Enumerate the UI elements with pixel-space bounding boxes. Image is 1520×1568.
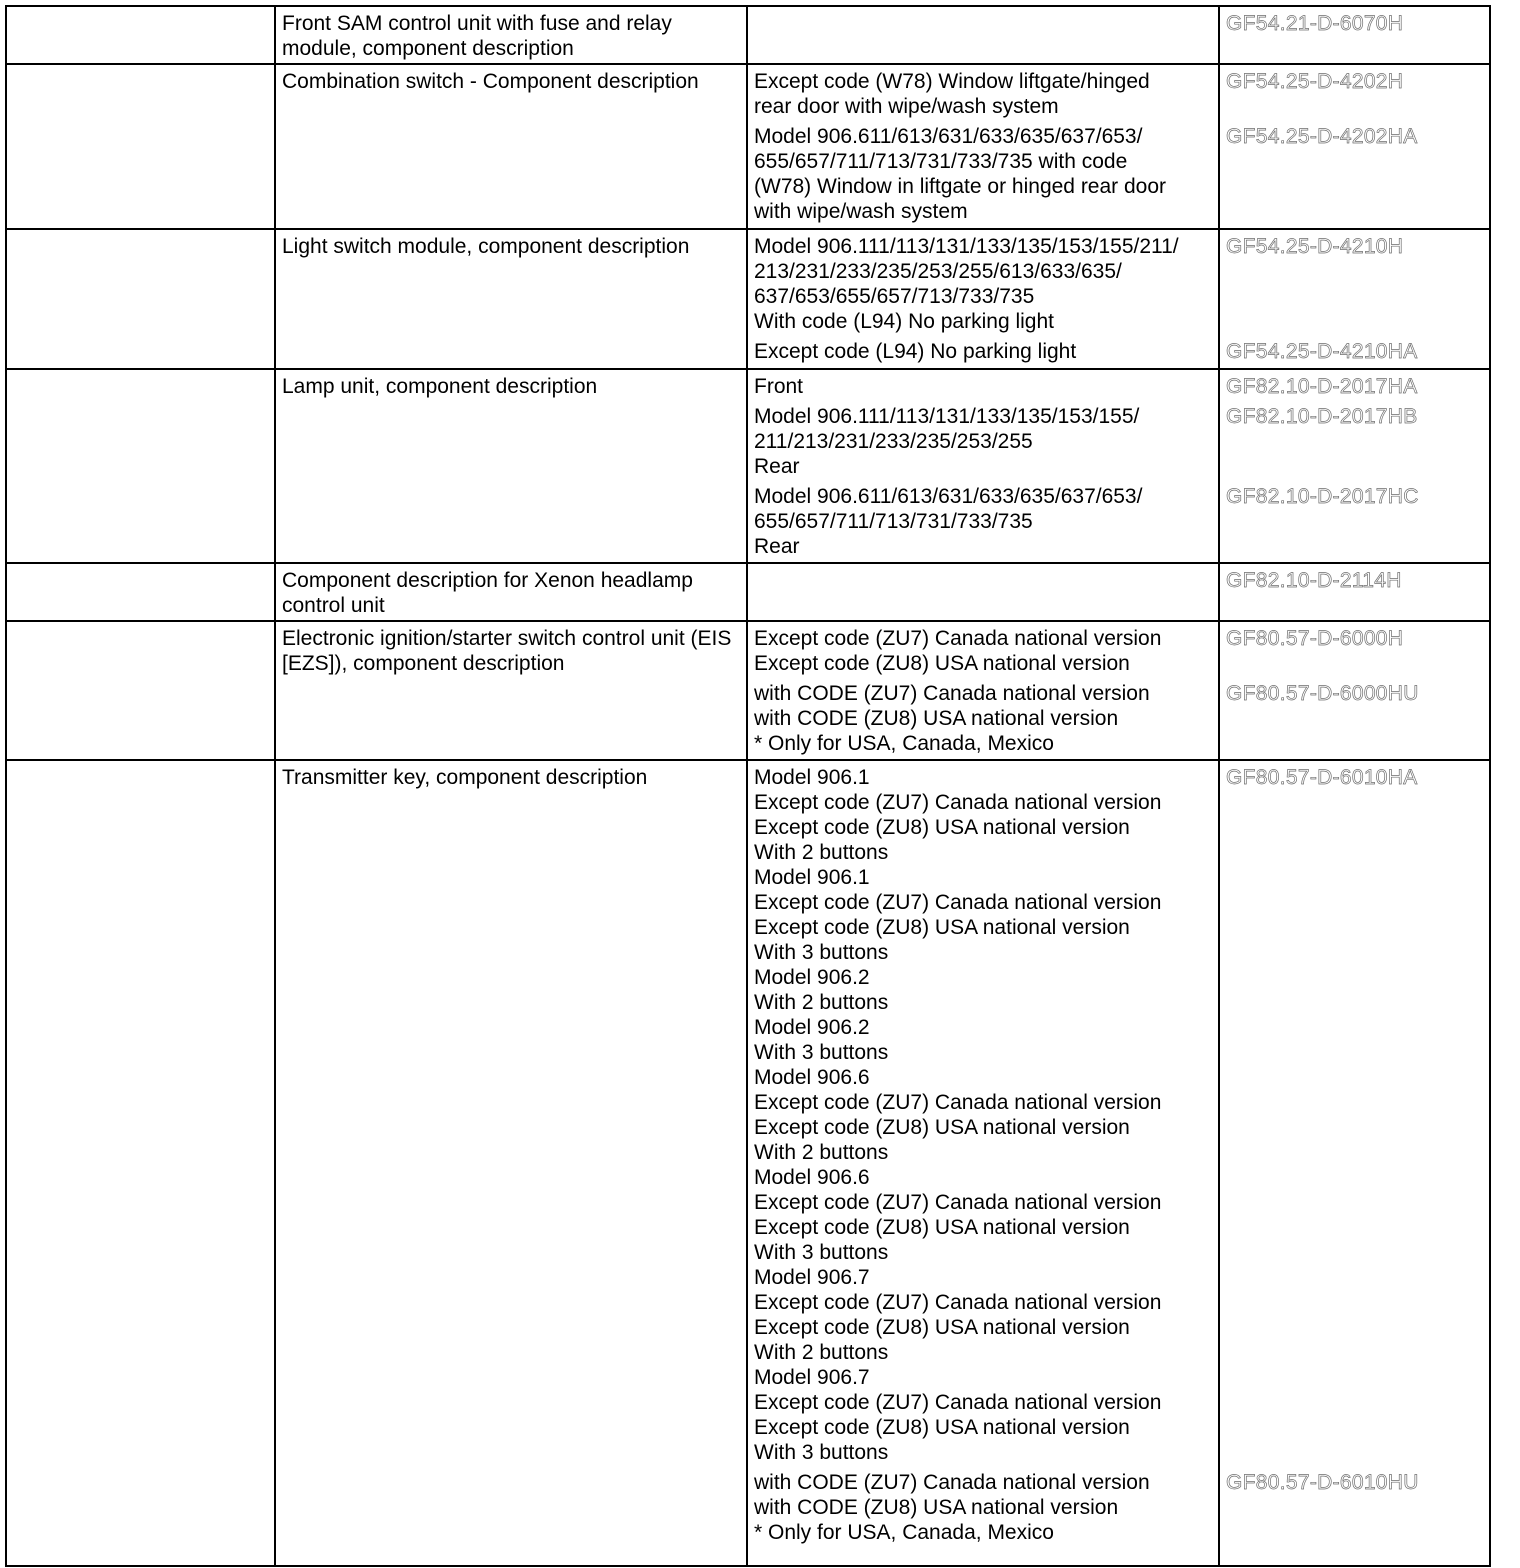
condition-line: 655/657/711/713/731/733/735 with code xyxy=(754,150,1128,173)
condition-line: * Only for USA, Canada, Mexico xyxy=(754,732,1054,755)
component-name: Component description for Xenon headlamp control unit xyxy=(282,569,693,617)
condition-line: Except code (ZU8) USA national version xyxy=(754,1416,1130,1439)
condition-line: With 3 buttons xyxy=(754,1441,889,1464)
condition-line: with wipe/wash system xyxy=(754,200,968,223)
table-row xyxy=(6,6,1490,64)
condition-block xyxy=(754,765,1212,1465)
condition-block xyxy=(754,404,1212,479)
component-cell xyxy=(275,563,747,621)
empty-cell xyxy=(6,369,275,563)
condition-block xyxy=(754,339,1212,364)
condition-line: 213/231/233/235/253/255/613/633/635/ xyxy=(754,260,1122,283)
condition-line: Except code (ZU7) Canada national version xyxy=(754,791,1162,814)
table-row xyxy=(6,229,1490,369)
condition-cell xyxy=(747,369,1219,563)
condition-line: Model 906.1 xyxy=(754,866,870,889)
document-reference-link[interactable]: GF54.25-D-4202HA xyxy=(1226,125,1418,148)
document-reference-link[interactable]: GF80.57-D-6000HU xyxy=(1226,682,1419,705)
document-reference-link[interactable]: GF80.57-D-6000H xyxy=(1226,627,1404,650)
condition-line: Model 906.111/113/131/133/135/153/155/ xyxy=(754,405,1140,428)
condition-line: Except code (ZU7) Canada national version xyxy=(754,627,1162,650)
condition-line: with CODE (ZU8) USA national version xyxy=(754,707,1119,730)
component-cell xyxy=(275,229,747,369)
condition-line: Rear xyxy=(754,535,800,558)
component-cell xyxy=(275,621,747,760)
table-row xyxy=(6,621,1490,760)
component-reference-table xyxy=(5,5,1491,1567)
reference-block xyxy=(1226,11,1483,36)
component-name: Lamp unit, component description xyxy=(282,375,598,398)
component-cell xyxy=(275,369,747,563)
condition-line: Except code (ZU8) USA national version xyxy=(754,652,1130,675)
condition-block xyxy=(754,124,1212,224)
document-reference-link[interactable]: GF82.10-D-2017HC xyxy=(1226,485,1419,508)
condition-cell xyxy=(747,563,1219,621)
table-row xyxy=(6,369,1490,563)
reference-block xyxy=(1226,681,1483,756)
reference-block xyxy=(1226,69,1483,119)
condition-line: Except code (ZU8) USA national version xyxy=(754,1116,1130,1139)
reference-block xyxy=(1226,124,1483,224)
document-reference-link[interactable]: GF82.10-D-2017HA xyxy=(1226,375,1418,398)
condition-cell xyxy=(747,621,1219,760)
condition-line: With 2 buttons xyxy=(754,991,889,1014)
condition-line: with CODE (ZU7) Canada national version xyxy=(754,1471,1150,1494)
condition-line: (W78) Window in liftgate or hinged rear door xyxy=(754,175,1167,198)
condition-block xyxy=(754,234,1212,334)
component-name: Electronic ignition/starter switch control unit (EIS [EZS]), component description xyxy=(282,627,732,675)
empty-cell xyxy=(6,229,275,369)
condition-line: 655/657/711/713/731/733/735 xyxy=(754,510,1033,533)
condition-line: Except code (ZU8) USA national version xyxy=(754,1216,1130,1239)
reference-block xyxy=(1226,374,1483,399)
table-row xyxy=(6,563,1490,621)
condition-line: Model 906.6 xyxy=(754,1066,870,1089)
reference-block xyxy=(1226,234,1483,334)
condition-line: With 2 buttons xyxy=(754,841,889,864)
document-reference-link[interactable]: GF80.57-D-6010HU xyxy=(1226,1471,1419,1494)
empty-cell xyxy=(6,760,275,1566)
condition-line: With 3 buttons xyxy=(754,1041,889,1064)
condition-line: With 3 buttons xyxy=(754,941,889,964)
condition-line: Model 906.611/613/631/633/635/637/653/ xyxy=(754,485,1143,508)
condition-block xyxy=(754,484,1212,559)
condition-line: With 3 buttons xyxy=(754,1241,889,1264)
reference-cell xyxy=(1219,229,1490,369)
condition-cell xyxy=(747,6,1219,64)
condition-line: 637/653/655/657/713/733/735 xyxy=(754,285,1035,308)
reference-block xyxy=(1226,484,1483,559)
condition-line: Front xyxy=(754,375,804,398)
condition-line: Except code (ZU8) USA national version xyxy=(754,1316,1130,1339)
document-reference-link[interactable]: GF54.25-D-4202H xyxy=(1226,70,1404,93)
document-reference-link[interactable]: GF54.21-D-6070H xyxy=(1226,12,1404,35)
condition-block xyxy=(754,681,1212,756)
empty-cell xyxy=(6,563,275,621)
table-row xyxy=(6,760,1490,1566)
condition-line: Except code (W78) Window liftgate/hinged xyxy=(754,70,1150,93)
table-body xyxy=(6,6,1490,1566)
condition-block xyxy=(754,374,1212,399)
component-name: Light switch module, component description xyxy=(282,235,690,258)
reference-cell xyxy=(1219,563,1490,621)
component-cell xyxy=(275,760,747,1566)
reference-cell xyxy=(1219,64,1490,229)
reference-cell xyxy=(1219,369,1490,563)
condition-line: Except code (ZU7) Canada national version xyxy=(754,1291,1162,1314)
reference-block xyxy=(1226,404,1483,479)
document-page xyxy=(5,5,1489,1567)
reference-block xyxy=(1226,568,1483,593)
condition-block xyxy=(754,1470,1212,1545)
condition-line: Model 906.2 xyxy=(754,1016,870,1039)
condition-line: * Only for USA, Canada, Mexico xyxy=(754,1521,1054,1544)
component-name: Front SAM control unit with fuse and relay module, component description xyxy=(282,12,672,60)
condition-line: Except code (L94) No parking light xyxy=(754,340,1077,363)
reference-block xyxy=(1226,626,1483,676)
reference-block xyxy=(1226,1470,1483,1545)
condition-line: 211/213/231/233/235/253/255 xyxy=(754,430,1033,453)
condition-line: Model 906.111/113/131/133/135/153/155/211/ xyxy=(754,235,1179,258)
reference-cell xyxy=(1219,621,1490,760)
condition-line: Model 906.7 xyxy=(754,1266,870,1289)
empty-cell xyxy=(6,64,275,229)
reference-block xyxy=(1226,339,1483,364)
reference-block xyxy=(1226,765,1483,1465)
component-name: Combination switch - Component description xyxy=(282,70,699,93)
reference-cell xyxy=(1219,760,1490,1566)
document-reference-link[interactable]: GF80.57-D-6010HA xyxy=(1226,766,1418,789)
condition-line: Except code (ZU7) Canada national version xyxy=(754,1091,1162,1114)
condition-cell xyxy=(747,760,1219,1566)
reference-cell xyxy=(1219,6,1490,64)
condition-line: Except code (ZU7) Canada national version xyxy=(754,1391,1162,1414)
condition-line: Model 906.611/613/631/633/635/637/653/ xyxy=(754,125,1143,148)
condition-line: Except code (ZU8) USA national version xyxy=(754,816,1130,839)
component-cell xyxy=(275,64,747,229)
document-reference-link[interactable]: GF82.10-D-2017HB xyxy=(1226,405,1418,428)
condition-line: rear door with wipe/wash system xyxy=(754,95,1059,118)
condition-line: With 2 buttons xyxy=(754,1341,889,1364)
condition-line: Rear xyxy=(754,455,800,478)
component-cell xyxy=(275,6,747,64)
condition-line: Except code (ZU7) Canada national version xyxy=(754,1191,1162,1214)
document-reference-link[interactable]: GF54.25-D-4210HA xyxy=(1226,340,1418,363)
condition-block xyxy=(754,626,1212,676)
condition-line: Model 906.7 xyxy=(754,1366,870,1389)
condition-line: with CODE (ZU8) USA national version xyxy=(754,1496,1119,1519)
condition-line: Model 906.1 xyxy=(754,766,870,789)
condition-line: Except code (ZU8) USA national version xyxy=(754,916,1130,939)
empty-cell xyxy=(6,621,275,760)
condition-cell xyxy=(747,64,1219,229)
empty-cell xyxy=(6,6,275,64)
condition-line: With code (L94) No parking light xyxy=(754,310,1054,333)
condition-line: Model 906.6 xyxy=(754,1166,870,1189)
condition-line: Except code (ZU7) Canada national version xyxy=(754,891,1162,914)
table-row xyxy=(6,64,1490,229)
document-reference-link[interactable]: GF82.10-D-2114H xyxy=(1226,569,1402,592)
condition-cell xyxy=(747,229,1219,369)
condition-line: with CODE (ZU7) Canada national version xyxy=(754,682,1150,705)
condition-block xyxy=(754,69,1212,119)
document-reference-link[interactable]: GF54.25-D-4210H xyxy=(1226,235,1404,258)
condition-line: With 2 buttons xyxy=(754,1141,889,1164)
condition-line: Model 906.2 xyxy=(754,966,870,989)
component-name: Transmitter key, component description xyxy=(282,766,648,789)
